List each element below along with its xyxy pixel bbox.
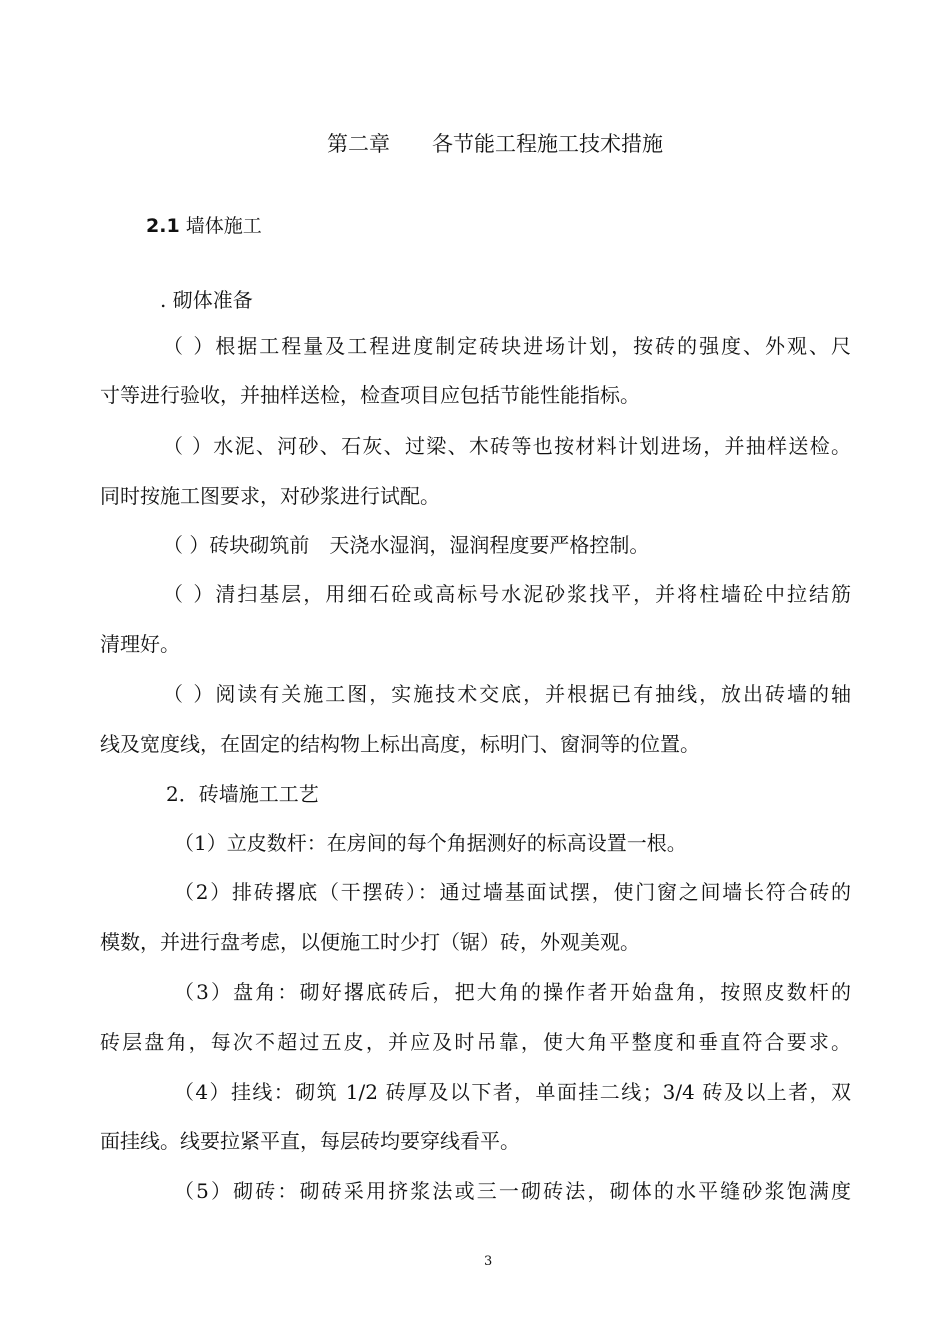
paragraph-line: （ ）水泥、河砂、石灰、过梁、木砖等也按材料计划进场，并抽样送检。 (163, 434, 851, 458)
paragraph-line: 2．砖墙施工工艺 (166, 782, 319, 806)
paragraph-line: （ ）阅读有关施工图，实施技术交底，并根据已有抽线，放出砖墙的轴 (163, 682, 851, 706)
paragraph-line: （2）排砖撂底（干摆砖）：通过墙基面试摆，使门窗之间墙长符合砖的 (174, 880, 851, 904)
paragraph-line: （3）盘角：砌好撂底砖后，把大角的操作者开始盘角，按照皮数杆的 (174, 980, 851, 1004)
section-title: 墙体施工 (185, 215, 262, 237)
paragraph-line: 线及宽度线，在固定的结构物上标出高度，标明门、窗洞等的位置。 (100, 732, 700, 756)
section-heading (146, 213, 262, 239)
paragraph-line: （1）立皮数杆：在房间的每个角据测好的标高设置一根。 (174, 831, 687, 855)
paragraph-line: 模数，并进行盘考虑，以便施工时少打（锯）砖，外观美观。 (100, 930, 640, 954)
paragraph-line: 砖层盘角，每次不超过五皮，并应及时吊靠，使大角平整度和垂直符合要求。 (100, 1030, 851, 1054)
page-number: 3 (484, 1254, 493, 1269)
paragraph-line: （ ）砖块砌筑前 天浇水湿润，湿润程度要严格控制。 (163, 533, 650, 557)
paragraph-line: （5）砌砖：砌砖采用挤浆法或三一砌砖法，砌体的水平缝砂浆饱满度 (174, 1179, 851, 1203)
paragraph-line: 寸等进行验收，并抽样送检，检查项目应包括节能性能指标。 (100, 383, 640, 407)
paragraph-line: （ ）根据工程量及工程进度制定砖块进场计划，按砖的强度、外观、尺 (163, 334, 851, 358)
paragraph-line: 同时按施工图要求，对砂浆进行试配。 (100, 484, 440, 508)
paragraph-line: 面挂线。线要拉紧平直，每层砖均要穿线看平。 (100, 1129, 520, 1153)
chapter-title: 第二章 各节能工程施工技术措施 (327, 132, 663, 156)
section-number: 2.1 (146, 215, 180, 237)
paragraph-line: （4）挂线：砌筑 1/2 砖厚及以下者，单面挂二线；3/4 砖及以上者，双 (174, 1080, 851, 1104)
paragraph-line: . 砌体准备 (160, 288, 253, 312)
paragraph-line: （ ）清扫基层，用细石砼或高标号水泥砂浆找平，并将柱墙砼中拉结筋 (163, 582, 851, 606)
paragraph-line: 清理好。 (100, 632, 180, 656)
